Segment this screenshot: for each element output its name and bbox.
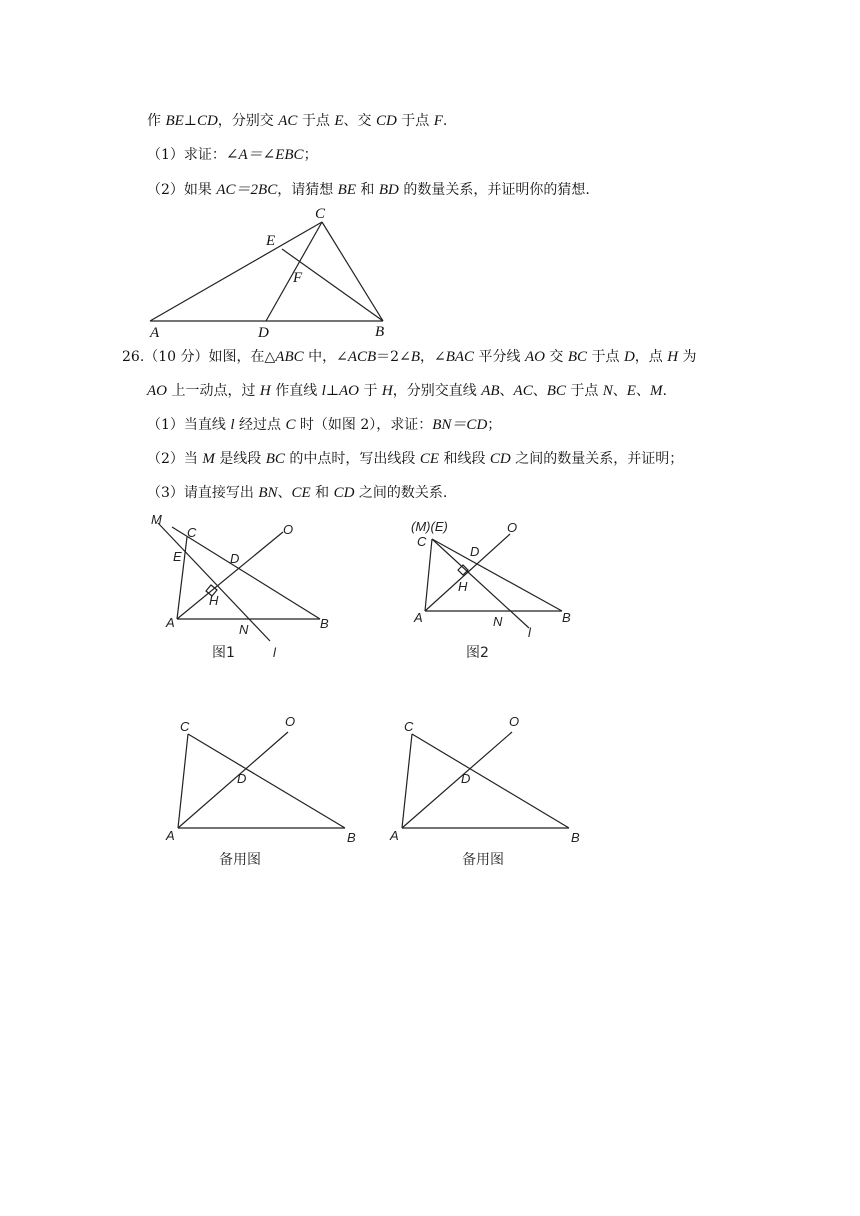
fig3-label-c: C xyxy=(180,719,190,734)
segment-cb xyxy=(322,222,383,321)
q25-label-f: F xyxy=(293,270,303,286)
fig1-label-c: C xyxy=(187,525,197,540)
fig3-label-o: O xyxy=(285,714,296,729)
fig2-label-o: O xyxy=(507,520,518,535)
fig3-figure xyxy=(178,732,345,828)
q26-part2: （2）当 M 是线段 BC 的中点时，写出线段 CE 和线段 CD 之间的数量关系，并证明； xyxy=(147,451,684,467)
fig3-ac xyxy=(178,734,188,828)
fig3-ao xyxy=(178,732,288,828)
fig2-cb xyxy=(432,539,562,611)
q25-part2: （2）如果 AC＝2BC，请猜想 BE 和 BD 的数量关系，并证明你的猜想. xyxy=(147,182,590,198)
fig4-caption: 备用图 xyxy=(462,852,504,868)
fig4-cb xyxy=(412,734,569,828)
fig4-ao xyxy=(402,732,512,828)
fig3-label-a: A xyxy=(166,828,175,843)
fig2-line-l xyxy=(432,539,529,628)
fig2-label-c: C xyxy=(417,534,427,549)
fig1-label-l: l xyxy=(273,645,276,660)
fig1-label-o: O xyxy=(283,522,294,537)
q25-label-a: A xyxy=(150,325,160,341)
fig1-label-a: A xyxy=(166,615,175,630)
fig1-label-h: H xyxy=(209,593,219,608)
fig4-ac xyxy=(402,734,412,828)
fig1-label-e: E xyxy=(173,549,182,564)
q25-part1: （1）求证：∠A＝∠EBC； xyxy=(147,147,318,163)
fig4-label-b: B xyxy=(571,830,580,845)
q25-label-d: D xyxy=(258,325,269,341)
fig1-label-b: B xyxy=(320,616,329,631)
fig1-label-m: M xyxy=(151,512,162,527)
fig2-caption: 图2 xyxy=(466,645,489,661)
q26-part1: （1）当直线 l 经过点 C 时（如图 2），求证：BN＝CD； xyxy=(147,417,502,433)
fig2-label-me: (M)(E) xyxy=(411,519,448,534)
fig2-label-b: B xyxy=(562,610,571,625)
fig3-label-d: D xyxy=(237,771,247,786)
q25-line1: 作 BE⊥CD，分别交 AC 于点 E、交 CD 于点 F. xyxy=(147,113,448,129)
fig1-label-n: N xyxy=(239,622,249,637)
fig3-caption: 备用图 xyxy=(219,852,261,868)
fig4-figure xyxy=(402,732,569,828)
fig3-label-b: B xyxy=(347,830,356,845)
fig2-label-l: l xyxy=(528,625,531,640)
fig4-label-d: D xyxy=(461,771,471,786)
fig1-label-d: D xyxy=(230,551,240,566)
fig2-ac xyxy=(425,539,432,611)
fig4-label-a: A xyxy=(390,828,399,843)
q26-part3: （3）请直接写出 BN、CE 和 CD 之间的数关系. xyxy=(147,485,448,501)
fig1-caption: 图1 xyxy=(212,645,235,661)
fig4-label-c: C xyxy=(404,719,414,734)
fig1-line-l xyxy=(158,523,270,641)
fig4-label-o: O xyxy=(509,714,520,729)
fig2-label-h: H xyxy=(458,579,468,594)
q26-line2: AO 上一动点，过 H 作直线 l⊥AO 于 H，分别交直线 AB、AC、BC 于点 N、E、M. xyxy=(147,383,667,399)
fig1-ao xyxy=(177,532,283,619)
fig3-cb xyxy=(188,734,345,828)
q25-label-b: B xyxy=(375,324,385,340)
fig2-label-d: D xyxy=(470,544,480,559)
fig2-label-a: A xyxy=(414,610,423,625)
fig2-label-n: N xyxy=(493,614,503,629)
q26-line1: 26.（10 分）如图，在△ABC 中，∠ACB＝2∠B，∠BAC 平分线 AO 交 BC 于点 D，点 H 为 xyxy=(122,349,697,365)
q25-label-e: E xyxy=(266,233,276,249)
q25-label-c: C xyxy=(315,206,326,222)
